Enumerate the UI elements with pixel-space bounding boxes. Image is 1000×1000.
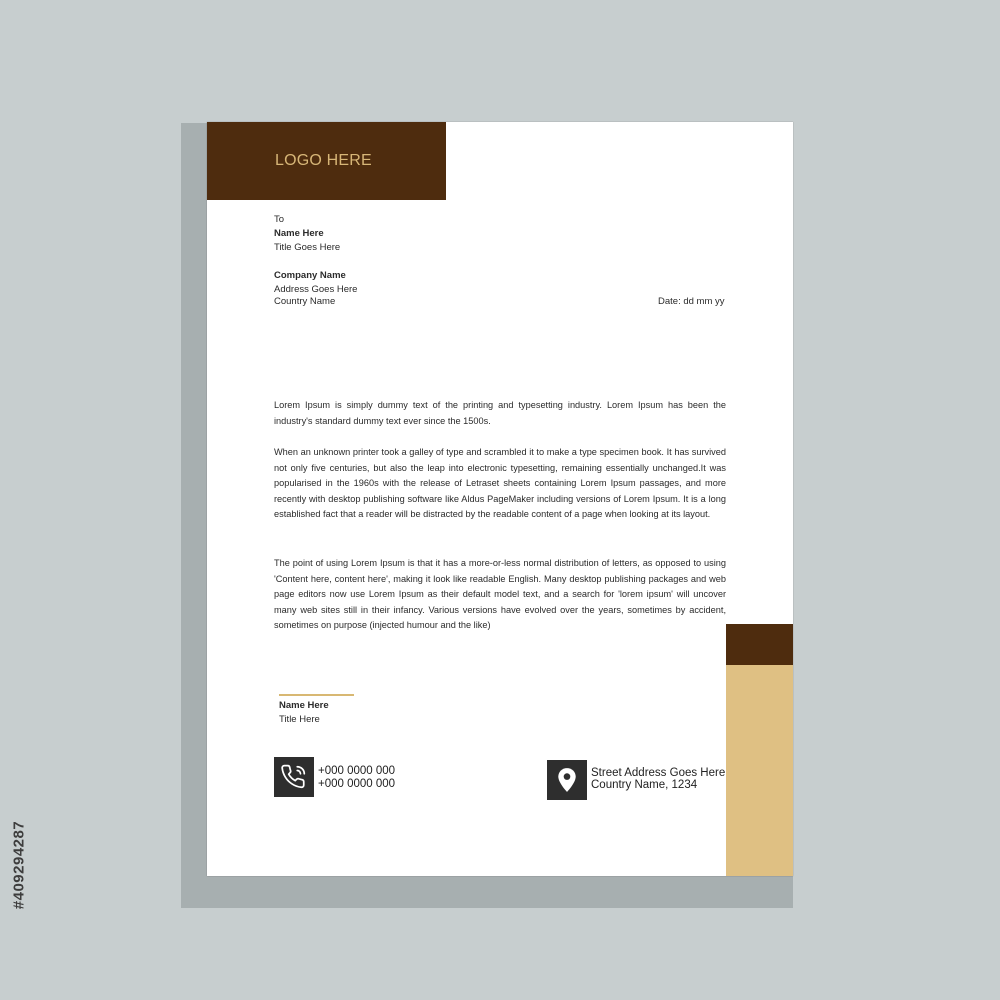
recipient-title: Title Goes Here — [274, 242, 341, 253]
letter-date: Date: dd mm yy — [658, 296, 725, 307]
letterhead-page — [207, 122, 793, 876]
logo-block — [207, 122, 446, 200]
company-name: Company Name — [274, 270, 346, 281]
company-country: Country Name — [274, 296, 336, 307]
country-postcode: Country Name, 1234 — [591, 779, 698, 791]
logo-text: LOGO HERE — [275, 152, 372, 169]
phone-icon — [274, 757, 314, 797]
stock-id — [4, 760, 34, 970]
phone-number-2: +000 0000 000 — [318, 778, 396, 790]
location-pin-icon — [547, 760, 587, 800]
accent-bar-dark — [726, 624, 793, 665]
to-label: To — [274, 214, 285, 225]
accent-bar-gold — [726, 665, 793, 876]
signature-name: Name Here — [279, 700, 329, 711]
street-address: Street Address Goes Here — [591, 767, 726, 779]
recipient-name: Name Here — [274, 228, 324, 239]
stock-id-text: #409294287 — [10, 820, 28, 910]
company-address: Address Goes Here — [274, 284, 358, 295]
signature-title: Title Here — [279, 714, 320, 725]
body-paragraph-1: Lorem Ipsum is simply dummy text of the printing and typesetting industry. Lorem Ipsum has been the industry's standard dummy text ever since the 1500s. — [274, 400, 726, 426]
signature-line — [279, 694, 354, 696]
body-paragraph-3: The point of using Lorem Ipsum is that it has a more-or-less normal distribution of letters, as opposed to using 'Content here, content here', making it look like readable English. Many desktop publishing packages and web page editors now use Lorem Ipsum as their default model text, and a search for 'lorem ipsum' will uncover many web sites still in their infancy. Various versions have evolved over the years, sometimes by accident, sometimes on purpose (injected humour and the like) — [274, 558, 726, 630]
body-paragraph-2: When an unknown printer took a galley of type and scrambled it to make a type specimen book. It has survived not only five centuries, but also the leap into electronic typesetting, remaining essentially unchanged.It was popularised in the 1960s with the release of Letraset sheets containing Lorem Ipsum passages, and more recently with desktop publishing software like Aldus PageMaker including versions of Lorem Ipsum. It is a long established fact that a reader will be distracted by the readable content of a page when looking at its layout. — [274, 447, 726, 519]
phone-number-1: +000 0000 000 — [318, 765, 396, 777]
